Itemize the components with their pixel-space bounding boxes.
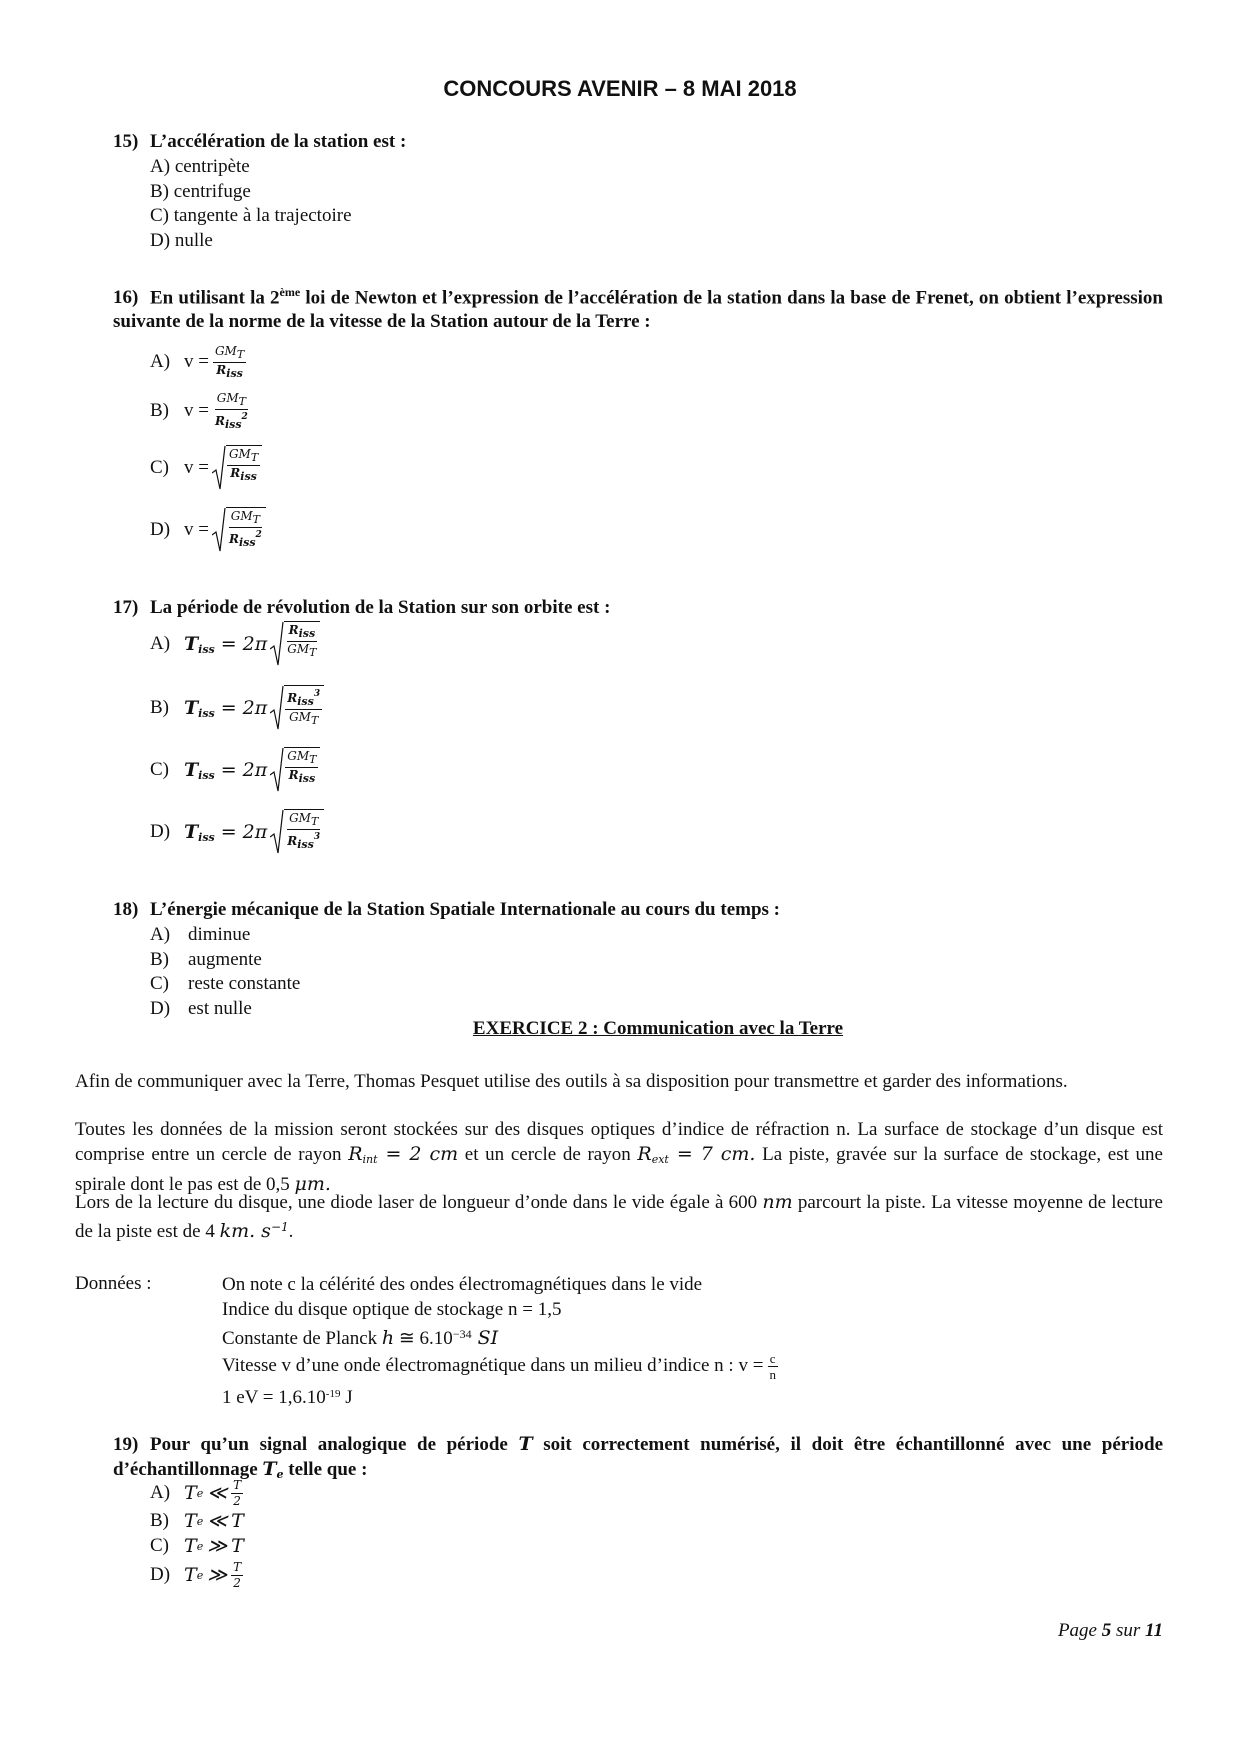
page-word: Page — [1057, 1620, 1097, 1641]
math-symbol: h — [381, 1327, 395, 1349]
option-d — [150, 229, 352, 254]
donnee-2: Indice du disque optique de stockage n = 1,5 — [222, 1298, 562, 1320]
donnee-3 — [222, 1322, 778, 1352]
option-letter: C) — [150, 759, 169, 780]
q19-option-a — [150, 1476, 243, 1510]
option-letter: B) — [150, 697, 169, 718]
question-16 — [113, 280, 1163, 334]
math-unit: nm — [762, 1191, 793, 1213]
page-total: 11 — [1145, 1620, 1163, 1641]
option-c — [150, 972, 300, 997]
q17-option-a — [150, 620, 320, 668]
subscript: iss — [238, 536, 256, 549]
q17-option-b — [150, 684, 324, 732]
option-letter: D) — [150, 229, 171, 251]
q15-options — [150, 155, 352, 253]
option-letter: D) — [150, 519, 171, 540]
option-b — [150, 948, 300, 973]
donnees-list — [222, 1273, 778, 1410]
numerator: GM — [228, 447, 251, 461]
question-number: 15) — [113, 131, 139, 152]
superscript: −1 — [270, 1220, 289, 1234]
text: . — [288, 1221, 294, 1242]
superscript: −34 — [452, 1327, 472, 1341]
text: et un cercle de rayon — [458, 1144, 638, 1165]
text: ≅ 6.10 — [394, 1328, 453, 1349]
subscript: T — [309, 646, 317, 659]
square-root — [270, 809, 324, 855]
subscript: int — [362, 1153, 378, 1166]
square-root — [212, 445, 262, 491]
subscript: T — [238, 394, 246, 408]
question-text-end: telle que : — [283, 1459, 368, 1480]
q16-option-a — [150, 338, 246, 386]
math-value: = 7 cm. — [668, 1143, 756, 1165]
q17-option-d — [150, 808, 324, 856]
donnee-5 — [222, 1382, 778, 1411]
math-unit: μm. — [294, 1173, 331, 1195]
q19-option-b — [150, 1508, 244, 1534]
question-text-cont: soit correctement numérisé, il doit être échantillonné avec une période d’échantillonnage — [113, 1434, 1164, 1480]
exercise-title — [0, 1018, 1240, 1040]
option-letter: B) — [150, 400, 169, 421]
option-a — [150, 923, 300, 948]
numerator: T — [233, 1559, 242, 1574]
option-text: est nulle — [188, 997, 252, 1019]
text: Toutes les données de la mission seront stockées sur des disques optiques d’indice de réfraction n. La surface de stockage d’un disque est comprise entre un cercle de rayon — [75, 1119, 1163, 1165]
question-17 — [113, 596, 1163, 620]
page-header: CONCOURS AVENIR – 8 MAI 2018 — [443, 76, 797, 101]
equation-lhs: v = — [184, 457, 209, 478]
denominator: R — [228, 532, 239, 546]
question-number: 18) — [113, 899, 139, 920]
subscript: iss — [198, 768, 215, 782]
subscript: iss — [298, 627, 316, 640]
option-text: diminue — [188, 924, 251, 945]
subscript: e — [196, 1486, 204, 1500]
math-symbol: T — [184, 1510, 197, 1532]
denominator: R — [288, 768, 299, 782]
denominator: R — [287, 834, 298, 848]
page-footer — [1058, 1620, 1163, 1642]
intro-paragraph-3 — [75, 1190, 1163, 1244]
rhs: T — [231, 1510, 244, 1532]
subscript: iss — [297, 695, 314, 708]
relation-symbol: ≪ — [207, 1510, 228, 1532]
superscript: -19 — [325, 1387, 341, 1400]
superscript: 3 — [313, 689, 321, 699]
subscript: e — [196, 1539, 204, 1553]
period-symbol: T — [184, 820, 199, 843]
text: La piste, gravée sur la surface de stockage, est une spirale dont le pas est de 0,5 — [75, 1144, 1163, 1195]
fraction — [285, 688, 322, 731]
equals-2pi: = 2π — [220, 821, 268, 843]
q16-option-c — [150, 444, 262, 492]
subscript: iss — [298, 772, 316, 785]
subscript: T — [250, 451, 259, 464]
relation-symbol: ≫ — [207, 1535, 228, 1557]
option-letter: C) — [150, 1535, 169, 1556]
math-symbol: R — [637, 1143, 652, 1165]
numerator: R — [287, 691, 298, 705]
fraction — [285, 812, 322, 855]
math-value: = 2 cm — [377, 1143, 459, 1165]
fraction — [213, 392, 250, 431]
math-symbol: T — [518, 1433, 533, 1455]
subscript: T — [310, 815, 319, 828]
denominator: 2 — [233, 1575, 241, 1590]
subscript: iss — [226, 366, 243, 380]
subscript: e — [196, 1568, 204, 1582]
option-letter: D) — [150, 997, 171, 1019]
option-letter: C) — [150, 973, 169, 994]
subscript: e — [276, 1468, 284, 1481]
option-c — [150, 204, 352, 229]
q19-option-c — [150, 1533, 244, 1559]
q18-options — [150, 923, 300, 1021]
intro-paragraph-1: Afin de communiquer avec la Terre, Thomas Pesquet utilise des outils à sa disposition pour transmettre et garder des informations. — [75, 1071, 1068, 1092]
relation-symbol: ≫ — [207, 1564, 228, 1586]
subscript: iss — [240, 470, 257, 483]
donnee-1: On note c la célérité des ondes électromagnétiques dans le vide — [222, 1274, 703, 1295]
option-b — [150, 180, 352, 205]
question-text: La période de révolution de la Station sur son orbite est : — [150, 597, 611, 618]
question-15 — [113, 130, 1163, 154]
numerator: GM — [289, 811, 311, 825]
subscript: T — [252, 513, 260, 526]
exercise-title-text: EXERCICE 2 : Communication avec la Terre — [472, 1018, 844, 1039]
denominator: 2 — [233, 1493, 241, 1508]
q19-option-d — [150, 1558, 243, 1592]
period-symbol: T — [184, 632, 199, 655]
q17-option-c — [150, 746, 320, 794]
math-symbol: T — [262, 1458, 277, 1480]
subscript: iss — [198, 706, 215, 720]
text: Constante de Planck — [222, 1328, 382, 1349]
option-letter: A) — [150, 924, 171, 945]
superscript: 2 — [241, 411, 248, 422]
denominator: GM — [289, 710, 311, 724]
subscript: T — [309, 753, 317, 766]
question-text: Pour qu’un signal analogique de période — [150, 1434, 519, 1455]
option-letter: B) — [150, 948, 169, 970]
question-text-cont: loi de Newton et l’expression de l’accélération de la station dans la base de Frenet, on obtient l’expression suivante de la norme de la vitesse de la Station autour de la Terre : — [113, 287, 1163, 333]
of-word: sur — [1116, 1620, 1141, 1641]
option-a — [150, 155, 352, 180]
option-letter: C) — [150, 205, 169, 226]
period-symbol: T — [184, 758, 199, 781]
numerator: GM — [230, 509, 253, 523]
fraction — [231, 1479, 243, 1508]
fraction — [227, 448, 260, 491]
denominator: GM — [287, 642, 310, 656]
numerator: R — [288, 623, 299, 637]
math-symbol: T — [184, 1564, 197, 1586]
square-root — [270, 621, 320, 667]
numerator: GM — [287, 749, 310, 763]
option-text: reste constante — [188, 973, 301, 994]
fraction — [213, 345, 246, 380]
relation-symbol: ≪ — [207, 1482, 228, 1504]
intro-paragraph-2 — [75, 1118, 1163, 1197]
equation-lhs: v = — [184, 519, 209, 540]
superscript: 2 — [255, 530, 262, 540]
subscript: T — [310, 714, 319, 727]
equation-lhs: v = — [184, 351, 209, 372]
option-text: augmente — [188, 948, 262, 970]
option-letter: A) — [150, 156, 171, 177]
q16-option-b — [150, 387, 250, 435]
subscript: iss — [297, 838, 314, 851]
subscript: iss — [198, 642, 215, 656]
question-19 — [113, 1432, 1163, 1487]
text: Lors de la lecture du disque, une diode laser de longueur d’onde dans le vide égale à 600 — [75, 1192, 763, 1213]
question-text: En utilisant la 2 — [150, 287, 280, 309]
question-18 — [113, 898, 1163, 922]
subscript: iss — [198, 830, 215, 844]
fraction — [767, 1352, 778, 1381]
option-letter: A) — [150, 1482, 171, 1503]
period-symbol: T — [184, 696, 199, 719]
numerator: T — [233, 1477, 242, 1492]
square-root — [212, 507, 266, 553]
math-unit: SI — [471, 1327, 499, 1349]
text: parcourt la piste. La vitesse moyenne de lecture de la piste est de 4 — [75, 1192, 1163, 1242]
equals-2pi: = 2π — [220, 633, 268, 655]
numerator: c — [769, 1351, 776, 1366]
fraction — [285, 624, 318, 667]
denominator: R — [216, 362, 227, 377]
rhs: T — [231, 1535, 244, 1557]
math-symbol: R — [348, 1143, 363, 1165]
question-number: 16) — [113, 287, 139, 309]
option-letter: D) — [150, 1564, 171, 1585]
option-letter: C) — [150, 457, 169, 478]
math-symbol: T — [184, 1535, 197, 1557]
option-text: nulle — [174, 229, 213, 251]
subscript: ext — [651, 1153, 669, 1166]
superscript: ème — [279, 285, 301, 299]
math-symbol: T — [184, 1482, 197, 1504]
option-letter: A) — [150, 633, 171, 654]
question-number: 17) — [113, 597, 139, 618]
option-letter: A) — [150, 351, 171, 372]
option-letter: B) — [150, 180, 169, 202]
superscript: 3 — [313, 832, 321, 842]
denominator: R — [214, 413, 225, 428]
q16-option-d — [150, 506, 266, 554]
option-letter: D) — [150, 821, 171, 842]
equals-2pi: = 2π — [220, 759, 268, 781]
text: 1 eV = 1,6.10 — [222, 1386, 326, 1408]
denominator: n — [769, 1367, 776, 1382]
fraction — [231, 1561, 243, 1590]
text: J — [340, 1386, 353, 1408]
option-text: tangente à la trajectoire — [173, 205, 352, 226]
fraction — [227, 510, 264, 553]
equation-lhs: v = — [184, 400, 209, 421]
math-unit: km. s — [219, 1220, 271, 1242]
numerator: GM — [216, 390, 239, 405]
donnee-4 — [222, 1352, 778, 1382]
option-text: centripète — [174, 156, 250, 177]
subscript: iss — [224, 417, 242, 431]
question-number: 19) — [113, 1434, 139, 1455]
page-number: 5 — [1101, 1620, 1112, 1641]
equals-2pi: = 2π — [220, 697, 268, 719]
subscript: T — [236, 347, 245, 361]
square-root — [270, 685, 324, 731]
donnees-label: Données : — [75, 1273, 152, 1294]
option-text: centrifuge — [173, 180, 251, 202]
option-letter: B) — [150, 1510, 169, 1531]
numerator: GM — [214, 343, 237, 358]
fraction — [285, 750, 318, 793]
text: Vitesse v d’une onde électromagnétique dans un milieu d’indice n : v = — [222, 1355, 764, 1377]
subscript: e — [196, 1514, 204, 1528]
question-text: L’énergie mécanique de la Station Spatiale Internationale au cours du temps : — [150, 899, 780, 920]
denominator: R — [230, 466, 241, 480]
square-root — [270, 747, 320, 793]
question-text: L’accélération de la station est : — [150, 131, 407, 152]
